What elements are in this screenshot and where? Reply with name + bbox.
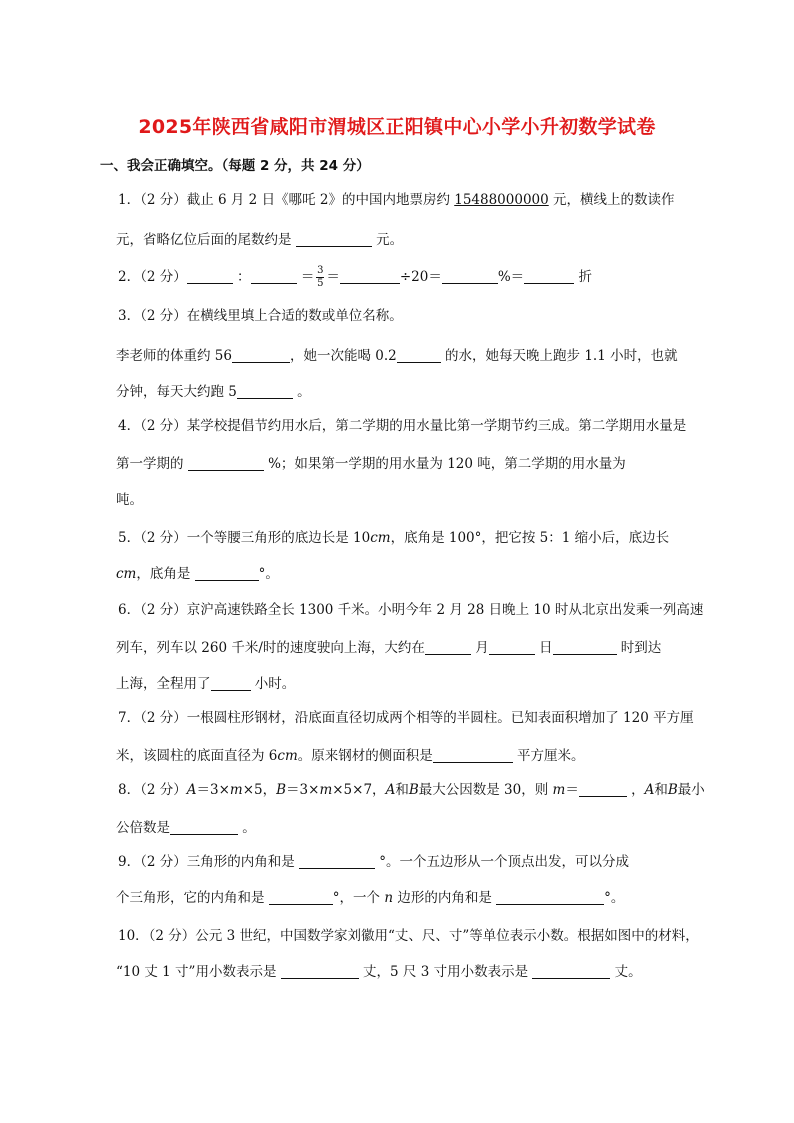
page-title: 2025年陕西省咸阳市渭城区正阳镇中心小学小升初数学试卷 — [138, 116, 656, 138]
question-5-line-2: cm，底角是 °。 — [116, 566, 279, 582]
answer-blank[interactable] — [187, 269, 233, 284]
answer-blank[interactable] — [442, 269, 498, 284]
question-9-line-1: 9．（2 分）三角形的内角和是 °。一个五边形从一个顶点出发，可以分成 — [118, 854, 630, 870]
question-4-line-1: 4．（2 分）某学校提倡节约用水后，第二学期的用水量比第一学期节约三成。第二学期用水量是 — [118, 418, 687, 434]
question-6-line-2: 列车，列车以 260 千米/时的速度驶向上海，大约在 月 日 时到达 — [116, 640, 662, 656]
question-3-line-3: 分钟，每天大约跑 5 。 — [116, 384, 311, 400]
question-6-line-1: 6．（2 分）京沪高速铁路全长 1300 千米。小明今年 2 月 28 日晚上 10 时从北京出发乘一列高速 — [118, 602, 704, 618]
answer-blank[interactable] — [170, 820, 238, 835]
question-4-line-3: 吨。 — [116, 492, 143, 508]
question-10-line-1: 10．（2 分）公元 3 世纪，中国数学家刘徽用“丈、尺、寸”等单位表示小数。根据如图中的材料， — [118, 928, 699, 944]
answer-blank[interactable] — [579, 782, 627, 797]
question-9-line-2: 个三角形，它的内角和是 °，一个 n 边形的内角和是 °。 — [116, 890, 625, 906]
answer-blank[interactable] — [195, 566, 259, 581]
answer-blank[interactable] — [211, 676, 251, 691]
question-3-line-1: 3．（2 分）在横线里填上合适的数或单位名称。 — [118, 308, 403, 324]
question-8-line-2: 公倍数是 。 — [116, 820, 256, 836]
question-7-line-2: 米，该圆柱的底面直径为 6cm。原来钢材的侧面积是 平方厘米。 — [116, 748, 585, 764]
answer-blank[interactable] — [188, 456, 264, 471]
answer-blank[interactable] — [425, 640, 471, 655]
question-4-line-2: 第一学期的 %；如果第一学期的用水量为 120 吨，第二学期的用水量为 — [116, 456, 626, 472]
answer-blank[interactable] — [524, 269, 574, 284]
answer-blank[interactable] — [296, 232, 372, 247]
question-7-line-1: 7．（2 分）一根圆柱形钢材，沿底面直径切成两个相等的半圆柱。已知表面积增加了 120 平方厘 — [118, 710, 694, 726]
answer-blank[interactable] — [397, 348, 441, 363]
question-5-line-1: 5．（2 分）一个等腰三角形的底边长是 10cm，底角是 100°，把它按 5：1 缩小后，底边长 — [118, 530, 670, 546]
answer-blank[interactable] — [489, 640, 535, 655]
question-8-line-1: 8．（2 分）A＝3×m×5，B＝3×m×5×7，A和B最大公因数是 30，则 m＝ ，A和B最小 — [118, 782, 705, 798]
answer-blank[interactable] — [299, 854, 375, 869]
answer-blank[interactable] — [237, 384, 293, 399]
answer-blank[interactable] — [269, 890, 333, 905]
question-1-line-1: 1．（2 分）截止 6 月 2 日《哪吒 2》的中国内地票房约 15488000000 元，横线上的数读作 — [118, 192, 675, 208]
section-heading-fill-in: 一、我会正确填空。（每题 2 分，共 24 分） — [100, 158, 370, 174]
question-3-line-2: 李老师的体重约 56 ，她一次能喝 0.2 的水，她每天晚上跑步 1.1 小时，也就 — [116, 348, 678, 364]
answer-blank[interactable] — [433, 748, 513, 763]
answer-blank[interactable] — [340, 269, 400, 284]
question-6-line-3: 上海，全程用了 小时。 — [116, 676, 296, 692]
answer-blank[interactable] — [281, 964, 359, 979]
question-10-line-2: “10 丈 1 寸”用小数表示是 丈，5 尺 3 寸用小数表示是 丈。 — [116, 964, 642, 980]
fraction-three-fifths: $\frac{3}{5}$ — [317, 265, 324, 289]
answer-blank[interactable] — [496, 890, 604, 905]
answer-blank[interactable] — [251, 269, 297, 284]
answer-blank[interactable] — [532, 964, 610, 979]
question-2-line-1: 2．（2 分） ： ＝ $\frac{3}{5}$ ＝ ÷20＝ %＝ 折 — [118, 265, 592, 289]
answer-blank[interactable] — [232, 348, 290, 363]
question-1-line-2: 元，省略亿位后面的尾数约是 元。 — [116, 232, 404, 248]
underlined-number: 15488000000 — [454, 192, 549, 208]
answer-blank[interactable] — [553, 640, 617, 655]
